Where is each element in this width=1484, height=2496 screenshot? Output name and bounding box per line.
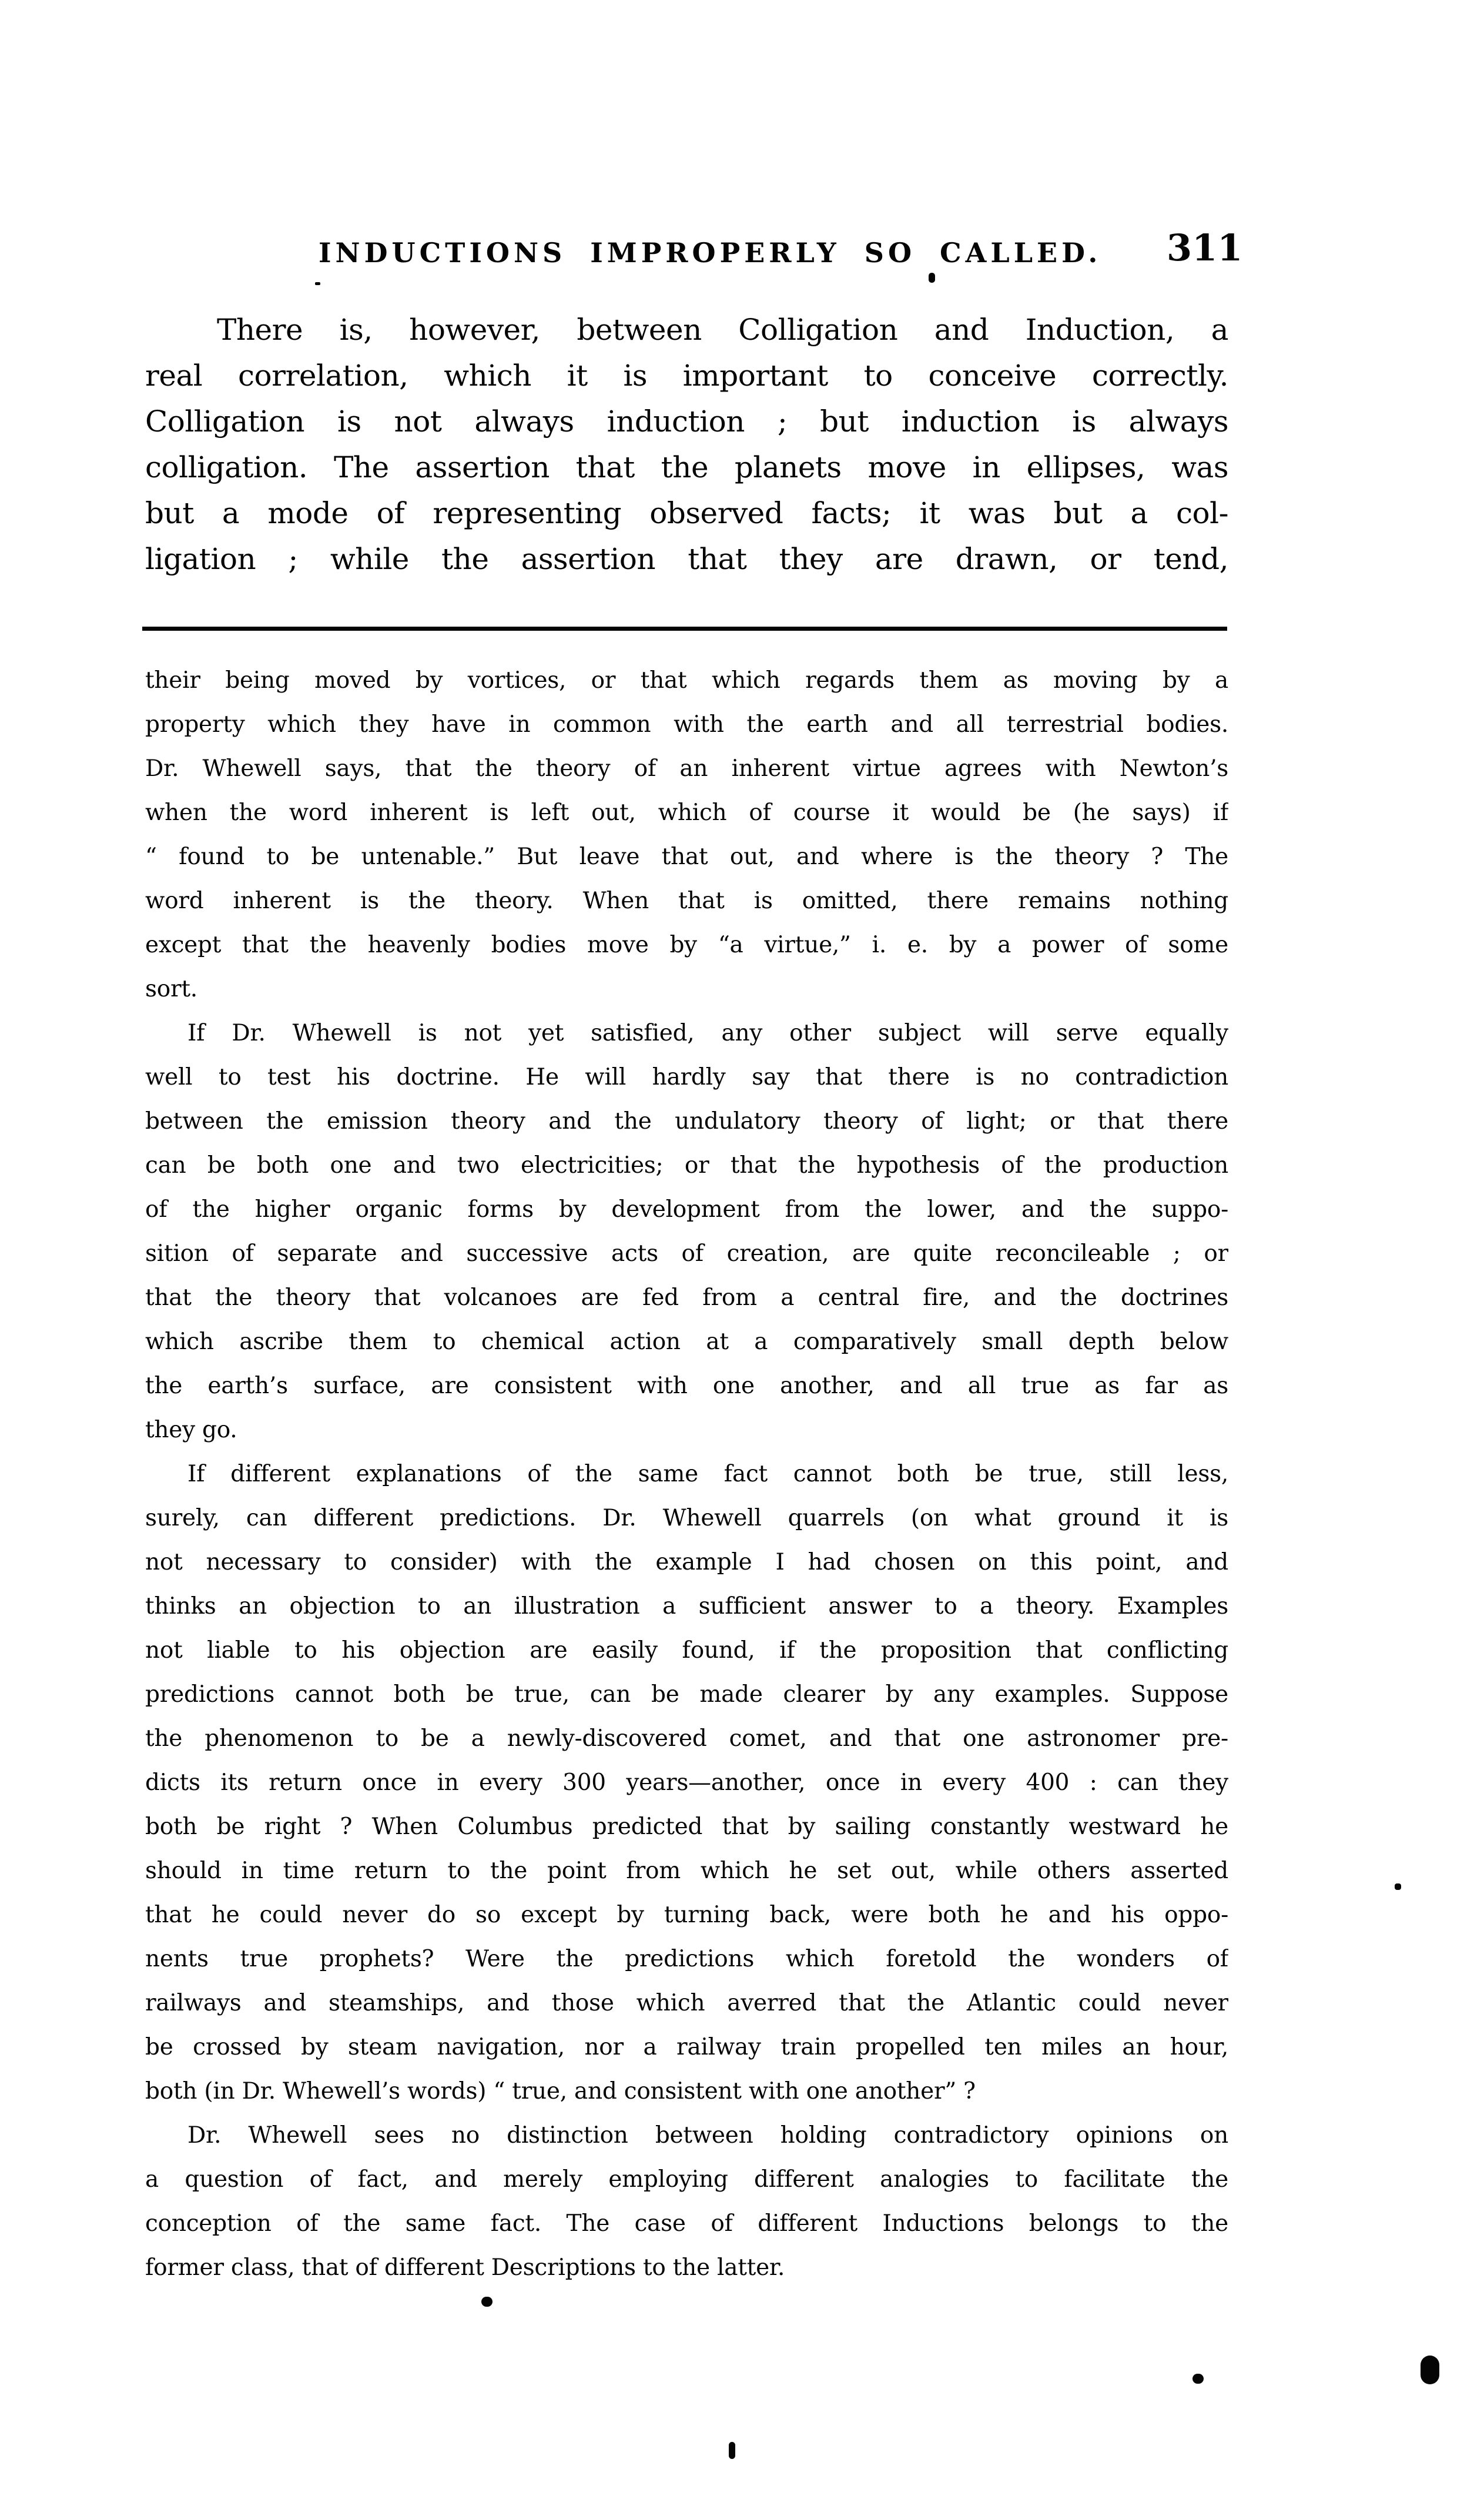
text-line: sort. bbox=[145, 976, 197, 1002]
text-line: sition of separate and successive acts of creation, are quite reconcileable ; or bbox=[145, 1240, 1228, 1267]
text-line: a question of fact, and merely employing different analogies to facilitate the bbox=[145, 2166, 1228, 2193]
text-line: surely, can different predictions. Dr. Whewell quarrels (on what ground it is bbox=[145, 1505, 1228, 1531]
text-line: the phenomenon to be a newly-discovered comet, and that one astronomer pre- bbox=[145, 1725, 1228, 1752]
text-line: their being moved by vortices, or that which regards them as moving by a bbox=[145, 667, 1228, 694]
text-line: word inherent is the theory. When that is omitted, there remains nothing bbox=[145, 888, 1228, 914]
text-line: can be both one and two electricities; or that the hypothesis of the production bbox=[145, 1152, 1228, 1179]
text-line: between the emission theory and the undulatory theory of light; or that there bbox=[145, 1108, 1228, 1135]
page-title: INDUCTIONS IMPROPERLY SO CALLED. bbox=[319, 237, 1102, 269]
text-line: be crossed by steam navigation, nor a railway train propelled ten miles an hour, bbox=[145, 2034, 1228, 2060]
text-line: real correlation, which it is important to conceive correctly. bbox=[145, 359, 1228, 393]
text-line: colligation. The assertion that the planets move in ellipses, was bbox=[145, 450, 1228, 484]
footnote-text bbox=[145, 658, 1228, 2290]
text-line: railways and steamships, and those which averred that the Atlantic could never bbox=[145, 1990, 1228, 2016]
text-line: they go. bbox=[145, 1417, 237, 1443]
text-line: dicts its return once in every 300 years—another, once in every 400 : can they bbox=[145, 1769, 1228, 1796]
text-line: should in time return to the point from which he set out, while others asserted bbox=[145, 1858, 1228, 1884]
text-line: nents true prophets? Were the predictions which foretold the wonders of bbox=[145, 1946, 1228, 1972]
text-line: ligation ; while the assertion that they are drawn, or tend, bbox=[145, 542, 1228, 576]
text-line: Dr. Whewell sees no distinction between holding contradictory opinions on bbox=[187, 2122, 1228, 2149]
text-line: not liable to his objection are easily found, if the proposition that conflicting bbox=[145, 1637, 1228, 1664]
footnote-divider bbox=[142, 627, 1227, 631]
ink-speck bbox=[481, 2297, 493, 2307]
text-line: when the word inherent is left out, which of course it would be (he says) if bbox=[145, 799, 1228, 826]
text-line: If different explanations of the same fact cannot both be true, still less, bbox=[187, 1461, 1228, 1487]
text-line: of the higher organic forms by development from the lower, and the suppo- bbox=[145, 1196, 1228, 1223]
text-line: not necessary to consider) with the example I had chosen on this point, and bbox=[145, 1549, 1228, 1575]
ink-speck bbox=[1421, 2356, 1439, 2384]
text-line: that he could never do so except by turning back, were both he and his oppo- bbox=[145, 1902, 1228, 1928]
text-line: but a mode of representing observed facts; it was but a col- bbox=[145, 496, 1228, 530]
text-line: well to test his doctrine. He will hardly say that there is no contradiction bbox=[145, 1064, 1228, 1090]
main-text bbox=[145, 307, 1228, 582]
text-line: conception of the same fact. The case of different Inductions belongs to the bbox=[145, 2210, 1228, 2237]
ink-speck bbox=[729, 2442, 735, 2459]
text-line: which ascribe them to chemical action at a comparatively small depth below bbox=[145, 1329, 1228, 1355]
page-number: 311 bbox=[1167, 226, 1243, 269]
text-line: property which they have in common with the earth and all terrestrial bodies. bbox=[145, 711, 1228, 738]
text-line: that the theory that volcanoes are fed from a central fire, and the doctrines bbox=[145, 1284, 1228, 1311]
ink-speck bbox=[1192, 2374, 1204, 2384]
text-line: Colligation is not always induction ; but induction is always bbox=[145, 404, 1228, 439]
text-line: There is, however, between Colligation and Induction, a bbox=[217, 313, 1228, 347]
text-line: except that the heavenly bodies move by “a virtue,” i. e. by a power of some bbox=[145, 932, 1228, 958]
ink-speck bbox=[1395, 1883, 1401, 1890]
text-line: “ found to be untenable.” But leave that out, and where is the theory ? The bbox=[145, 844, 1228, 870]
text-line: predictions cannot both be true, can be made clearer by any examples. Suppose bbox=[145, 1681, 1228, 1708]
text-line: thinks an objection to an illustration a sufficient answer to a theory. Examples bbox=[145, 1593, 1228, 1620]
text-line: both (in Dr. Whewell’s words) “ true, and consistent with one another” ? bbox=[145, 2078, 976, 2104]
text-line: If Dr. Whewell is not yet satisfied, any other subject will serve equally bbox=[187, 1020, 1228, 1046]
text-line: Dr. Whewell says, that the theory of an inherent virtue agrees with Newton’s bbox=[145, 755, 1228, 782]
ink-speck bbox=[929, 273, 935, 283]
text-line: former class, that of different Descriptions to the latter. bbox=[145, 2254, 785, 2281]
text-line: both be right ? When Columbus predicted that by sailing constantly westward he bbox=[145, 1814, 1228, 1840]
ink-speck bbox=[315, 282, 320, 285]
text-line: the earth’s surface, are consistent with one another, and all true as far as bbox=[145, 1373, 1228, 1399]
